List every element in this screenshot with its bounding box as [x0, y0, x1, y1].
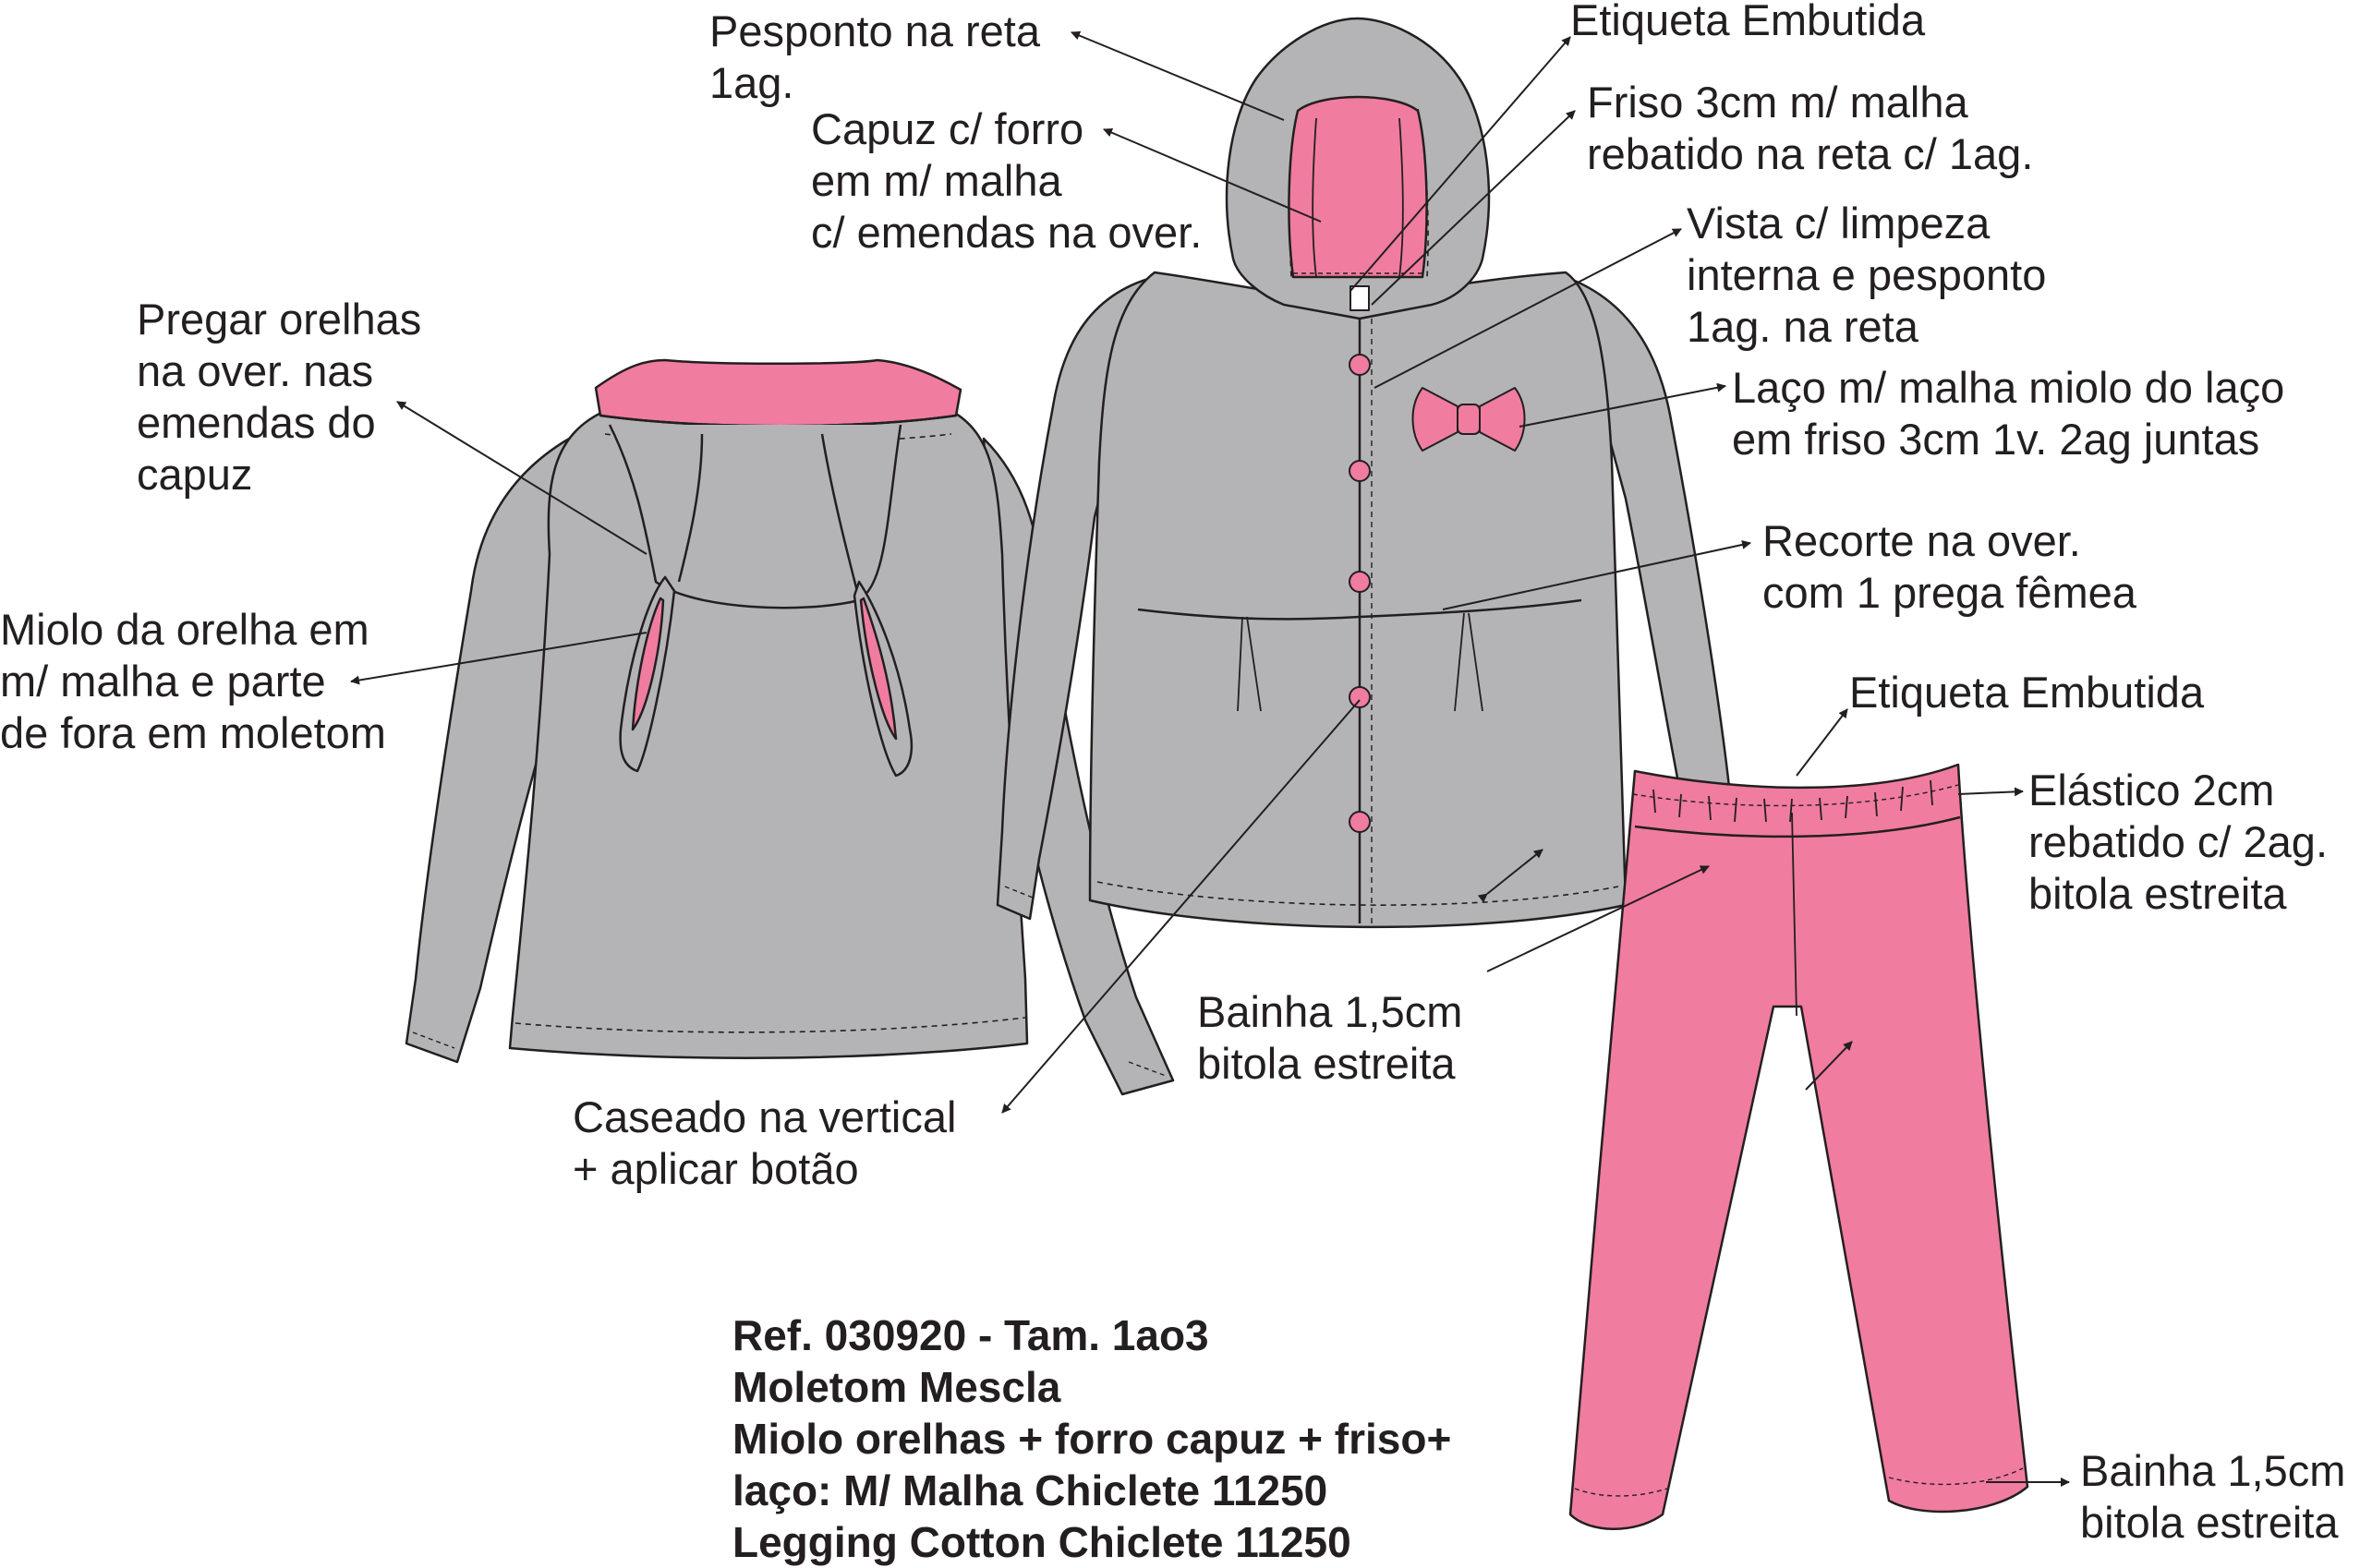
label-elastico: Elástico 2cm rebatido c/ 2ag. bitola estreita	[2028, 766, 2328, 918]
legging	[1570, 765, 2027, 1529]
label-bainha-jacket: Bainha 1,5cm bitola estreita	[1197, 987, 1463, 1088]
label-caseado: Caseado na vertical + aplicar botão	[573, 1092, 957, 1193]
front-hood-lining	[1289, 97, 1426, 277]
spec-trims-color: laço: M/ Malha Chiclete 11250	[732, 1466, 1328, 1514]
spec-legging: Legging Cotton Chiclete 11250	[732, 1518, 1351, 1566]
legging-shape	[1570, 765, 2027, 1529]
spec-ref: Ref. 030920 - Tam. 1ao3	[732, 1311, 1209, 1359]
label-etiqueta-embutida-legging: Etiqueta Embutida	[1849, 668, 2205, 717]
label-vista: Vista c/ limpeza interna e pesponto 1ag. na reta	[1687, 199, 2047, 351]
label-pesponto-reta: Pesponto na reta 1ag.	[709, 6, 1040, 107]
spec-fabric: Moletom Mescla	[732, 1363, 1061, 1411]
label-bainha-legging: Bainha 1,5cm bitola estreita	[2080, 1446, 2346, 1547]
back-hood-collar-lining	[596, 360, 961, 426]
label-recorte: Recorte na over. com 1 prega fêmea	[1762, 516, 2136, 617]
front-neck-label	[1350, 286, 1369, 310]
label-laco: Laço m/ malha miolo do laço em friso 3cm 1v. 2ag juntas	[1732, 363, 2285, 464]
spec-trims: Miolo orelhas + forro capuz + friso+	[732, 1415, 1452, 1463]
spec-block	[732, 1309, 1451, 1568]
label-friso: Friso 3cm m/ malha rebatido na reta c/ 1ag.	[1587, 78, 2034, 178]
label-pregar-orelhas: Pregar orelhas na over. nas emendas do capuz	[137, 295, 422, 499]
label-etiqueta-embutida-top: Etiqueta Embutida	[1570, 0, 1926, 44]
label-miolo-orelha: Miolo da orelha em m/ malha e parte de fora em moletom	[0, 605, 386, 757]
label-capuz-forro: Capuz c/ forro em m/ malha c/ emendas na over.	[811, 104, 1203, 257]
